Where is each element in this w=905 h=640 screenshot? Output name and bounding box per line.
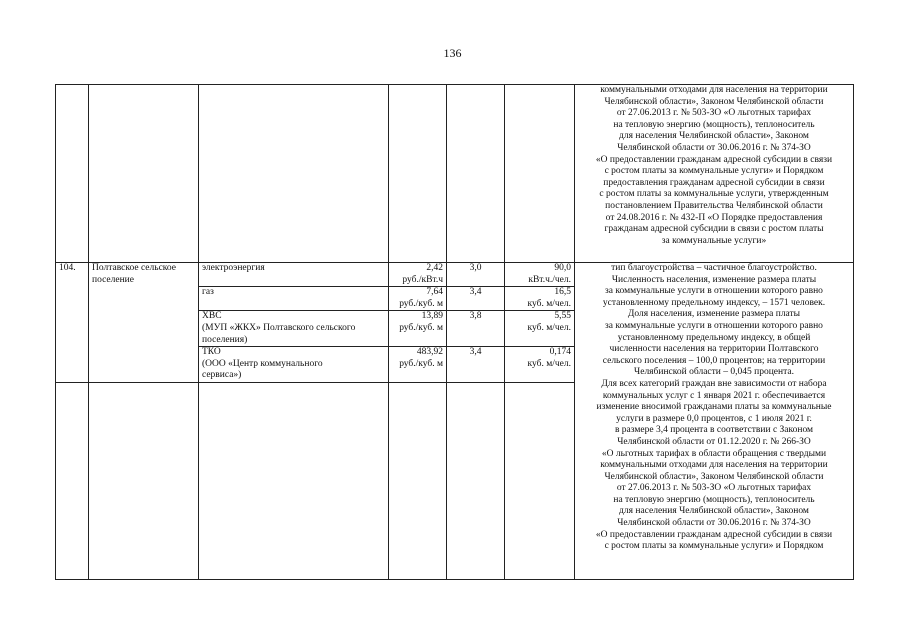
text-line: поселения) xyxy=(202,334,248,345)
text-line: численности населения на территории Полтавского xyxy=(609,344,819,355)
tariff-cell xyxy=(389,287,447,311)
resource-cell xyxy=(199,263,389,287)
text-line: Численность населения, изменение размера платы xyxy=(611,274,817,285)
cell-norm xyxy=(505,382,575,579)
cell-norm xyxy=(505,85,575,263)
text-line: в размере 3,4 процента в соответствии с Законом xyxy=(614,425,814,436)
text-line: 90,0 xyxy=(554,263,571,273)
tariff-cell xyxy=(389,263,447,287)
norm-cell xyxy=(505,263,575,287)
text-line: установленному предельному индексу, в общей xyxy=(617,332,811,343)
text-line: Доля населения, изменение размера платы xyxy=(627,309,801,320)
text-line: сельского поселения – 100,0 процентов; на территории xyxy=(602,355,826,366)
text-line: коммунальными отходами для населения на территории xyxy=(600,85,828,95)
text-line: «О предоставлении гражданам адресной субсидии в связи xyxy=(595,154,833,165)
text-line: с ростом платы за коммунальные услуги» и Порядком xyxy=(604,541,824,552)
text-line: куб. м/чел. xyxy=(527,322,571,333)
text-line: Челябинской области – 0,045 процента. xyxy=(634,367,794,378)
page-number: 136 xyxy=(443,46,462,60)
rate-cell: 3,0 xyxy=(447,263,505,287)
text-line: за коммунальные услуги» xyxy=(661,235,767,246)
text-line: куб. м/чел. xyxy=(527,358,571,369)
text-line: Для всех категорий граждан вне зависимости от набора xyxy=(601,378,827,389)
text-line: с ростом платы за коммунальные услуги, утвержденным xyxy=(599,189,829,200)
norm-cell xyxy=(505,347,575,383)
text-line: с ростом платы за коммунальные услуги» и Порядком xyxy=(604,166,824,177)
text-line: (ООО «Центр коммунального xyxy=(202,358,323,369)
text-line: 7,64 xyxy=(426,287,443,298)
text-line: коммунальных услуг с 1 января 2021 г. обеспечивается xyxy=(602,390,826,401)
text-line: от 24.08.2016 г. № 432-П «О Порядке предоставления xyxy=(605,212,823,223)
cell-rate xyxy=(447,85,505,263)
cell-resource xyxy=(199,382,389,579)
text-line: для населения Челябинской области», Законом xyxy=(619,131,809,142)
text-line: поселение xyxy=(92,274,134,285)
cell-tariff xyxy=(389,85,447,263)
text-line: от 27.06.2013 г. № 503-ЗО «О льготных тарифах xyxy=(616,483,812,494)
text-line: на тепловую энергию (мощность), теплоноситель xyxy=(613,494,815,505)
text-line: куб. м/чел. xyxy=(527,298,571,309)
text-line: руб./куб. м xyxy=(399,298,443,309)
tariff-cell xyxy=(389,311,447,347)
cell-settlement xyxy=(89,85,199,263)
cell-tariff xyxy=(389,382,447,579)
cell-resource xyxy=(199,85,389,263)
text-line: установленному предельному индексу, – 1571 человек. xyxy=(602,297,826,308)
text-line: кВт.ч./чел. xyxy=(528,274,571,285)
text-line: «О льготных тарифах в области обращения с твердыми xyxy=(601,448,827,459)
text-line: услуги в размере 0,0 процентов, с 1 июля 2021 г. xyxy=(616,413,812,424)
rate-cell: 3,4 xyxy=(447,287,505,311)
text-line: электроэнергия xyxy=(202,263,265,273)
text-line: тип благоустройства – частичное благоустройство. xyxy=(611,263,817,273)
text-line: постановлением Правительства Челябинской области xyxy=(605,200,823,211)
text-line: Челябинской области», Законом Челябинской области xyxy=(604,96,824,107)
cell-settlement xyxy=(89,382,199,579)
text-line: гражданам адресной субсидии в связи с ростом платы xyxy=(604,224,824,235)
text-line: 16,5 xyxy=(554,287,571,298)
resource-cell xyxy=(199,287,389,311)
text-line: 0,174 xyxy=(549,347,571,358)
text-line: «О предоставлении гражданам адресной субсидии в связи xyxy=(595,529,833,540)
text-line: Челябинской области от 30.06.2016 г. № 374-ЗО xyxy=(617,142,811,153)
text-line: руб./куб. м xyxy=(399,358,443,369)
continuation-row xyxy=(56,85,854,263)
resource-cell xyxy=(199,311,389,347)
text-line: 483,92 xyxy=(416,347,443,358)
text-line: коммунальными отходами для населения на территории xyxy=(600,460,828,471)
text-line: для населения Челябинской области», Законом xyxy=(619,506,809,517)
norm-cell xyxy=(505,287,575,311)
text-line: 13,89 xyxy=(421,311,443,322)
norm-cell xyxy=(505,311,575,347)
text-line: руб./кВт.ч xyxy=(402,274,443,285)
text-line: Полтавское сельское xyxy=(92,263,177,273)
text-line: газ xyxy=(202,287,214,298)
resource-cell xyxy=(199,347,389,383)
text-line: от 27.06.2013 г. № 503-ЗО «О льготных тарифах xyxy=(616,108,812,119)
cell-number xyxy=(56,382,89,579)
text-line: сервиса») xyxy=(202,370,242,381)
row-number: 104. xyxy=(56,263,89,383)
rate-cell: 3,8 xyxy=(447,311,505,347)
text-line: ХВС xyxy=(202,311,222,322)
text-line: Челябинской области от 01.12.2020 г. № 266-ЗО xyxy=(617,436,811,447)
table-row xyxy=(56,263,854,287)
text-line: Челябинской области от 30.06.2016 г. № 374-ЗО xyxy=(617,518,811,529)
text-line: ТКО xyxy=(202,347,221,358)
text-line: за коммунальные услуги в отношении которого равно xyxy=(605,286,823,297)
cell-number xyxy=(56,85,89,263)
tariff-table xyxy=(55,84,854,580)
cell-rate xyxy=(447,382,505,579)
rate-cell: 3,4 xyxy=(447,347,505,383)
text-line: предоставления гражданам адресной субсидии в связи xyxy=(603,177,825,188)
cell-description xyxy=(575,263,854,580)
text-line: за коммунальные услуги в отношении которого равно xyxy=(605,320,823,331)
text-line: на тепловую энергию (мощность), теплоноситель xyxy=(613,119,815,130)
tariff-cell xyxy=(389,347,447,383)
text-line: изменение вносимой гражданами платы за коммунальные xyxy=(596,402,832,413)
text-line: (МУП «ЖКХ» Полтавского сельского xyxy=(202,322,356,333)
text-line: Челябинской области», Законом Челябинской области xyxy=(604,471,824,482)
text-line: 5,55 xyxy=(554,311,571,322)
cell-description xyxy=(575,85,854,263)
settlement-name xyxy=(89,263,199,383)
text-line: руб./куб. м xyxy=(399,322,443,333)
text-line: 2,42 xyxy=(426,263,443,273)
